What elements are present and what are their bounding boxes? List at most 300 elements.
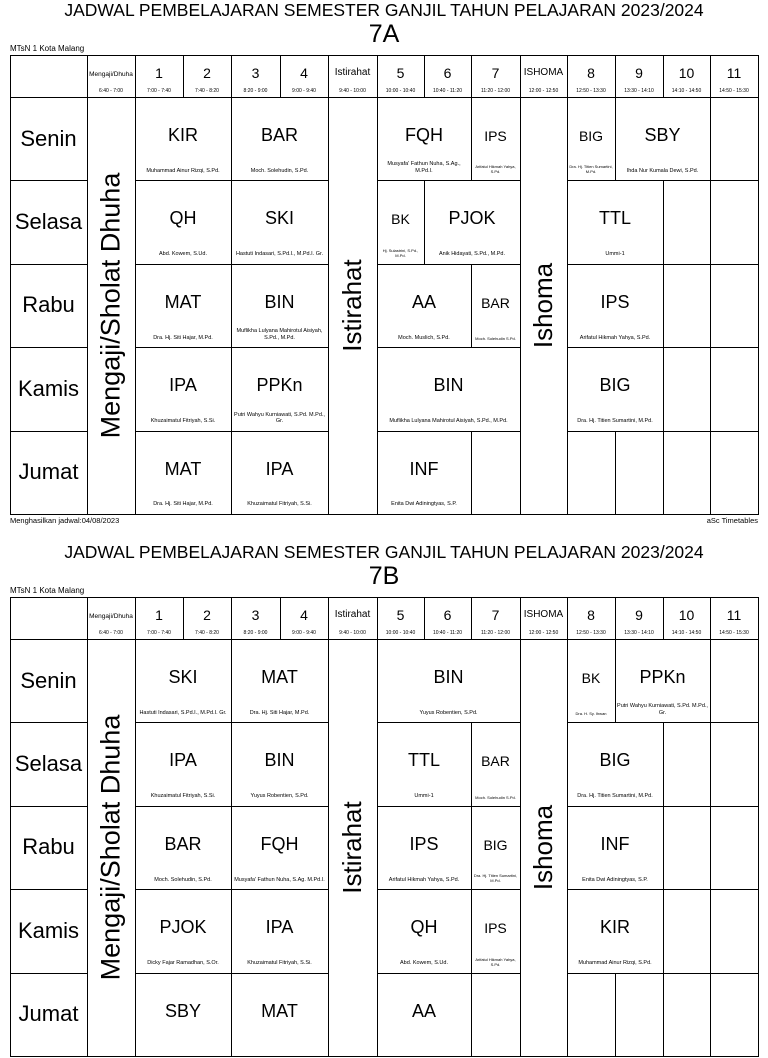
grid-line bbox=[520, 97, 521, 180]
grid-line bbox=[231, 973, 232, 1056]
grid-line bbox=[135, 180, 136, 263]
grid-line bbox=[135, 264, 183, 265]
period-header bbox=[663, 597, 710, 639]
teacher-name: Anik Hidayati, S.Pd., M.Pd. bbox=[438, 251, 506, 258]
grid-line bbox=[424, 597, 425, 639]
subject-code: MAT bbox=[164, 291, 202, 312]
grid-line bbox=[471, 55, 472, 97]
grid-line bbox=[328, 347, 329, 430]
grid-line bbox=[710, 514, 758, 515]
grid-line bbox=[231, 973, 280, 974]
grid-line bbox=[710, 180, 711, 263]
lesson-cell bbox=[567, 639, 615, 722]
grid-line bbox=[280, 722, 328, 723]
period-time: 8:20 - 9:00 bbox=[243, 630, 268, 636]
grid-line bbox=[663, 722, 664, 805]
grid-line bbox=[377, 806, 424, 807]
period-time: 9:00 - 9:40 bbox=[292, 630, 316, 636]
grid-line bbox=[10, 55, 758, 56]
lesson-cell bbox=[135, 431, 231, 514]
period-time: 6:40 - 7:00 bbox=[99, 88, 123, 94]
period-time: 8:20 - 9:00 bbox=[243, 88, 268, 94]
period-header bbox=[567, 597, 615, 639]
lesson-cell bbox=[135, 639, 231, 722]
grid-line bbox=[183, 1056, 231, 1057]
grid-line bbox=[567, 597, 568, 639]
grid-line bbox=[758, 55, 759, 515]
grid-line bbox=[377, 264, 424, 265]
vertical-label-text: Istirahat bbox=[337, 259, 367, 352]
subject-code: TTL bbox=[598, 208, 631, 229]
grid-line bbox=[710, 597, 711, 639]
lesson-cell bbox=[615, 97, 710, 180]
teacher-name: Muhammad Ainur Rizqi, S.Pd. bbox=[146, 167, 220, 174]
grid-line bbox=[87, 806, 88, 889]
grid-line bbox=[710, 973, 711, 1056]
teacher-name: Khuzaimatul Fitriyah, S.Si. bbox=[247, 501, 312, 508]
teacher-name: Putri Wahyu Kurniawati, S.Pd. M.Pd., Gr. bbox=[234, 411, 325, 425]
teacher-name: Yuyus Robentien, S.Pd. bbox=[250, 793, 309, 800]
grid-line bbox=[328, 722, 329, 805]
grid-line bbox=[10, 264, 87, 265]
grid-line bbox=[663, 264, 710, 265]
subject-code: IPS bbox=[409, 833, 439, 854]
grid-line bbox=[135, 639, 136, 722]
grid-line bbox=[377, 97, 378, 180]
grid-line bbox=[710, 431, 758, 432]
period-time: 9:40 - 10:00 bbox=[339, 630, 366, 636]
period-time: 14:50 - 15:30 bbox=[719, 88, 749, 94]
grid-line bbox=[10, 722, 87, 723]
grid-line bbox=[471, 889, 472, 972]
period-header bbox=[183, 597, 231, 639]
lesson-cell bbox=[231, 722, 328, 805]
grid-line bbox=[10, 639, 758, 640]
teacher-name: Dra. Hj. Siti Hajar, M.Pd. bbox=[153, 501, 213, 508]
teacher-name: Moch. Solehudin, S.Pd. bbox=[250, 167, 309, 174]
grid-line bbox=[663, 55, 664, 97]
period-header bbox=[520, 597, 567, 639]
period-label: 6 bbox=[443, 65, 452, 81]
vertical-label-ishoma bbox=[520, 639, 567, 1056]
lesson-cell bbox=[377, 889, 471, 972]
grid-line bbox=[135, 973, 136, 1056]
grid-line bbox=[87, 889, 88, 972]
grid-line bbox=[87, 97, 88, 180]
grid-line bbox=[280, 431, 328, 432]
period-label: 10 bbox=[678, 65, 695, 81]
grid-line bbox=[615, 973, 616, 1056]
lesson-cell bbox=[231, 264, 328, 347]
grid-line bbox=[615, 973, 663, 974]
teacher-name: Dra. Hj. Titien Sumartini, M.Pd. bbox=[577, 418, 653, 425]
subject-code: IPA bbox=[169, 375, 197, 396]
subject-code: BIN bbox=[433, 667, 464, 687]
grid-line bbox=[135, 806, 183, 807]
period-label: 11 bbox=[726, 607, 742, 623]
grid-line bbox=[135, 722, 183, 723]
grid-line bbox=[471, 722, 520, 723]
grid-line bbox=[615, 55, 616, 97]
grid-line bbox=[280, 514, 328, 515]
lesson-cell bbox=[471, 97, 520, 180]
subject-code: IPS bbox=[600, 291, 630, 312]
subject-code: PPKn bbox=[639, 667, 686, 687]
grid-line bbox=[231, 806, 232, 889]
lesson-cell bbox=[567, 180, 663, 263]
grid-line bbox=[87, 55, 88, 97]
lesson-cell bbox=[231, 889, 328, 972]
grid-line bbox=[183, 806, 231, 807]
grid-line bbox=[567, 639, 568, 722]
grid-line bbox=[183, 597, 184, 639]
subject-code: IPA bbox=[265, 458, 294, 479]
grid-line bbox=[231, 639, 232, 722]
grid-line bbox=[424, 889, 471, 890]
period-time: 11:20 - 12:00 bbox=[480, 88, 511, 94]
subject-code: QH bbox=[169, 208, 197, 229]
grid-line bbox=[615, 722, 663, 723]
subject-code: QH bbox=[410, 917, 438, 938]
vertical-label-ishoma bbox=[520, 97, 567, 514]
lesson-cell bbox=[135, 180, 231, 263]
lesson-cell bbox=[567, 347, 663, 430]
grid-line bbox=[567, 722, 568, 805]
grid-line bbox=[328, 180, 329, 263]
grid-line bbox=[280, 889, 328, 890]
subject-code: IPA bbox=[169, 750, 197, 771]
grid-line bbox=[710, 347, 758, 348]
teacher-name: Muhammad Ainur Rizqi, S.Pd. bbox=[578, 960, 652, 967]
subject-code: BAR bbox=[481, 294, 510, 311]
timetable-grid bbox=[10, 55, 758, 516]
lesson-cell bbox=[377, 639, 520, 722]
subject-code: SBY bbox=[164, 1000, 202, 1021]
grid-line bbox=[10, 1056, 87, 1057]
vertical-label-mengaji bbox=[87, 639, 135, 1056]
teacher-name: Khuzaimatul Fitriyah, S.Si. bbox=[150, 793, 216, 800]
teacher-name: Arifatul Hikmah Yahya, S.Pd. bbox=[579, 334, 651, 341]
grid-line bbox=[471, 1056, 520, 1057]
timetable-grid bbox=[10, 597, 758, 1058]
day-label-rabu: Rabu bbox=[22, 834, 75, 860]
grid-line bbox=[710, 97, 711, 180]
teacher-name: Putri Wahyu Kurniawati, S.Pd. M.Pd., Gr. bbox=[617, 703, 708, 716]
subject-code: KIR bbox=[167, 125, 198, 145]
period-time: 9:40 - 10:00 bbox=[339, 88, 366, 94]
period-label: Mengaji/Dhuha bbox=[89, 71, 133, 78]
grid-line bbox=[424, 973, 471, 974]
period-time: 14:10 - 14:50 bbox=[671, 630, 702, 636]
grid-line bbox=[87, 514, 135, 515]
grid-line bbox=[424, 431, 471, 432]
period-label: 3 bbox=[251, 65, 260, 81]
grid-line bbox=[663, 514, 710, 515]
grid-line bbox=[87, 347, 88, 430]
lesson-cell bbox=[471, 264, 520, 347]
grid-line bbox=[567, 806, 615, 807]
grid-line bbox=[135, 55, 136, 97]
grid-line bbox=[10, 973, 87, 974]
period-header bbox=[424, 55, 471, 97]
grid-line bbox=[471, 97, 472, 180]
grid-line bbox=[663, 431, 710, 432]
period-header bbox=[328, 55, 377, 97]
subject-code: BK bbox=[581, 670, 601, 686]
subject-code: PJOK bbox=[448, 208, 496, 229]
grid-line bbox=[567, 722, 615, 723]
grid-line bbox=[10, 889, 87, 890]
grid-line bbox=[520, 514, 567, 515]
grid-line bbox=[377, 889, 424, 890]
grid-line bbox=[135, 973, 183, 974]
period-label: 2 bbox=[203, 607, 211, 623]
period-header bbox=[710, 597, 758, 639]
lesson-cell bbox=[471, 889, 520, 972]
grid-line bbox=[135, 722, 136, 805]
grid-line bbox=[567, 514, 615, 515]
grid-line bbox=[183, 431, 231, 432]
grid-line bbox=[520, 1056, 567, 1057]
lesson-cell bbox=[231, 431, 328, 514]
grid-line bbox=[520, 973, 521, 1056]
grid-line bbox=[710, 1056, 758, 1057]
grid-line bbox=[471, 806, 520, 807]
grid-line bbox=[567, 431, 615, 432]
lesson-cell bbox=[135, 264, 231, 347]
grid-line bbox=[231, 597, 232, 639]
period-time: 7:40 - 8:20 bbox=[195, 630, 219, 636]
lesson-cell bbox=[135, 97, 231, 180]
grid-line bbox=[377, 347, 378, 430]
grid-line bbox=[663, 180, 710, 181]
grid-line bbox=[471, 264, 472, 347]
period-time: 10:40 - 11:20 bbox=[432, 630, 463, 636]
period-label: 6 bbox=[443, 607, 452, 623]
lesson-cell bbox=[231, 180, 328, 263]
teacher-name: Hastuti Indasari, S.Pd.I., M.Pd.I. Gr. bbox=[235, 251, 324, 258]
grid-line bbox=[87, 639, 88, 722]
teacher-name: Moch. Solehudin, S.Pd. bbox=[154, 876, 212, 883]
grid-line bbox=[280, 180, 328, 181]
grid-line bbox=[231, 55, 232, 97]
grid-line bbox=[231, 180, 232, 263]
grid-line bbox=[663, 347, 664, 430]
grid-line bbox=[471, 597, 472, 639]
period-label: 1 bbox=[155, 65, 163, 81]
grid-line bbox=[10, 97, 758, 98]
period-header bbox=[135, 55, 183, 97]
grid-line bbox=[663, 973, 664, 1056]
period-label: 3 bbox=[251, 607, 260, 623]
grid-line bbox=[615, 514, 663, 515]
grid-line bbox=[231, 514, 280, 515]
grid-line bbox=[615, 180, 663, 181]
grid-line bbox=[135, 889, 136, 972]
grid-line bbox=[135, 431, 183, 432]
subject-code: IPA bbox=[265, 917, 294, 938]
period-time: 10:00 - 10:40 bbox=[385, 88, 416, 94]
grid-line bbox=[377, 347, 424, 348]
day-label-jumat: Jumat bbox=[18, 1001, 79, 1027]
lesson-cell bbox=[231, 347, 328, 430]
period-header bbox=[280, 55, 328, 97]
grid-line bbox=[87, 1056, 135, 1057]
vertical-label-text: Mengaji/Sholat Dhuha bbox=[95, 714, 126, 981]
grid-line bbox=[377, 180, 378, 263]
grid-line bbox=[710, 264, 758, 265]
grid-line bbox=[663, 722, 710, 723]
grid-line bbox=[135, 597, 136, 639]
day-label-selasa: Selasa bbox=[14, 751, 83, 777]
period-header bbox=[231, 55, 280, 97]
grid-line bbox=[231, 722, 232, 805]
grid-line bbox=[663, 597, 664, 639]
grid-line bbox=[87, 431, 88, 514]
teacher-name: Dra. Hj. Siti Hajar, M.Pd. bbox=[249, 709, 310, 716]
period-time: 12:00 - 12:50 bbox=[528, 88, 559, 94]
grid-line bbox=[328, 806, 329, 889]
teacher-name: Muflikha Lulyana Mahirotul Aisiyah, S.Pd., M.Pd. bbox=[236, 328, 323, 341]
grid-line bbox=[710, 431, 711, 514]
grid-line bbox=[328, 514, 377, 515]
grid-line bbox=[377, 514, 424, 515]
lesson-cell bbox=[377, 431, 471, 514]
subject-code: TTL bbox=[407, 750, 440, 771]
grid-line bbox=[615, 1056, 663, 1057]
teacher-name: Arifatul Hikmah Yahya, S.Pd. bbox=[475, 956, 516, 967]
subject-code: BIN bbox=[264, 291, 295, 312]
teacher-name: Dra. Hj. Titien Sumartini, M.Pd. bbox=[569, 164, 613, 175]
period-time: 11:20 - 12:00 bbox=[480, 630, 511, 636]
teacher-name: Ihda Nur Kumala Dewi, S.Pd. bbox=[626, 167, 699, 174]
grid-line bbox=[520, 889, 521, 972]
period-time: 13:30 - 14:10 bbox=[624, 630, 654, 636]
grid-line bbox=[280, 973, 328, 974]
teacher-name: Dicky Fajar Ramadhan, S.Or. bbox=[147, 960, 219, 967]
teacher-name: Abd. Kowem, S.Ud. bbox=[159, 251, 207, 258]
period-label: 1 bbox=[155, 607, 163, 623]
subject-code: AA bbox=[411, 291, 436, 312]
subject-code: MAT bbox=[164, 458, 202, 479]
grid-line bbox=[135, 180, 183, 181]
grid-line bbox=[135, 514, 183, 515]
grid-line bbox=[520, 431, 521, 514]
grid-line bbox=[710, 889, 711, 972]
grid-line bbox=[710, 973, 758, 974]
grid-line bbox=[615, 597, 616, 639]
grid-line bbox=[377, 55, 378, 97]
subject-code: PJOK bbox=[159, 917, 207, 938]
grid-line bbox=[377, 722, 378, 805]
grid-line bbox=[471, 889, 520, 890]
period-header bbox=[663, 55, 710, 97]
period-label: 5 bbox=[396, 65, 405, 81]
grid-line bbox=[328, 55, 329, 97]
lesson-cell bbox=[231, 97, 328, 180]
grid-line bbox=[231, 431, 232, 514]
grid-line bbox=[567, 431, 568, 514]
subject-code: PPKn bbox=[256, 375, 303, 396]
lesson-cell bbox=[471, 722, 520, 805]
grid-line bbox=[520, 55, 521, 97]
schedule-title: JADWAL PEMBELAJARAN SEMESTER GANJIL TAHUN PELAJARAN 2023/2024 bbox=[64, 0, 704, 20]
grid-line bbox=[183, 514, 231, 515]
grid-line bbox=[615, 347, 663, 348]
grid-line bbox=[471, 722, 472, 805]
period-time: 14:50 - 15:30 bbox=[719, 630, 749, 636]
lesson-cell bbox=[377, 722, 471, 805]
period-header bbox=[567, 55, 615, 97]
grid-line bbox=[280, 1056, 328, 1057]
lesson-cell bbox=[377, 97, 471, 180]
period-time: 6:40 - 7:00 bbox=[99, 630, 123, 636]
grid-line bbox=[471, 973, 520, 974]
period-header bbox=[87, 597, 135, 639]
period-header bbox=[135, 597, 183, 639]
teacher-name: Muflikha Lulyana Mahirotul Aisiyah, S.Pd., M.Pd. bbox=[389, 418, 508, 425]
grid-line bbox=[520, 639, 521, 722]
generated-date: Menghasilkan jadwal:04/08/2023 bbox=[10, 516, 120, 525]
grid-line bbox=[231, 264, 280, 265]
grid-line bbox=[424, 1056, 471, 1057]
grid-line bbox=[710, 347, 711, 430]
grid-line bbox=[231, 1056, 280, 1057]
grid-line bbox=[424, 347, 471, 348]
lesson-cell bbox=[377, 973, 471, 1056]
grid-line bbox=[615, 264, 663, 265]
period-label: 8 bbox=[587, 65, 595, 81]
teacher-name: Dra. Hj. Titien Sumartini, M.Pd. bbox=[577, 793, 653, 800]
lesson-cell bbox=[231, 639, 328, 722]
teacher-name: Musyafa' Fathun Nuha, S.Ag. M.Pd.I. bbox=[234, 876, 325, 883]
grid-line bbox=[710, 639, 711, 722]
grid-line bbox=[135, 889, 183, 890]
grid-line bbox=[710, 55, 711, 97]
subject-code: SBY bbox=[644, 125, 681, 145]
grid-line bbox=[231, 347, 232, 430]
day-label-senin: Senin bbox=[20, 125, 77, 151]
class-name-heading: 7A bbox=[368, 20, 400, 48]
period-header bbox=[710, 55, 758, 97]
grid-line bbox=[710, 722, 758, 723]
grid-line bbox=[471, 431, 472, 514]
grid-line bbox=[424, 180, 425, 263]
grid-line bbox=[231, 431, 280, 432]
period-time: 7:00 - 7:40 bbox=[147, 88, 171, 94]
period-header bbox=[280, 597, 328, 639]
grid-line bbox=[377, 806, 378, 889]
period-time: 7:00 - 7:40 bbox=[147, 630, 171, 636]
period-label: 4 bbox=[300, 65, 308, 81]
grid-line bbox=[87, 597, 88, 639]
grid-line bbox=[231, 180, 280, 181]
grid-line bbox=[758, 597, 759, 1057]
grid-line bbox=[424, 514, 471, 515]
period-label: 2 bbox=[203, 65, 211, 81]
lesson-cell bbox=[567, 97, 615, 180]
period-header bbox=[377, 55, 424, 97]
grid-line bbox=[183, 973, 231, 974]
lesson-cell bbox=[567, 889, 663, 972]
subject-code: KIR bbox=[599, 917, 630, 938]
subject-code: FQH bbox=[405, 125, 443, 145]
grid-line bbox=[471, 347, 520, 348]
day-label-selasa: Selasa bbox=[14, 209, 83, 235]
grid-line bbox=[615, 806, 663, 807]
grid-line bbox=[520, 722, 521, 805]
lesson-cell bbox=[377, 347, 520, 430]
